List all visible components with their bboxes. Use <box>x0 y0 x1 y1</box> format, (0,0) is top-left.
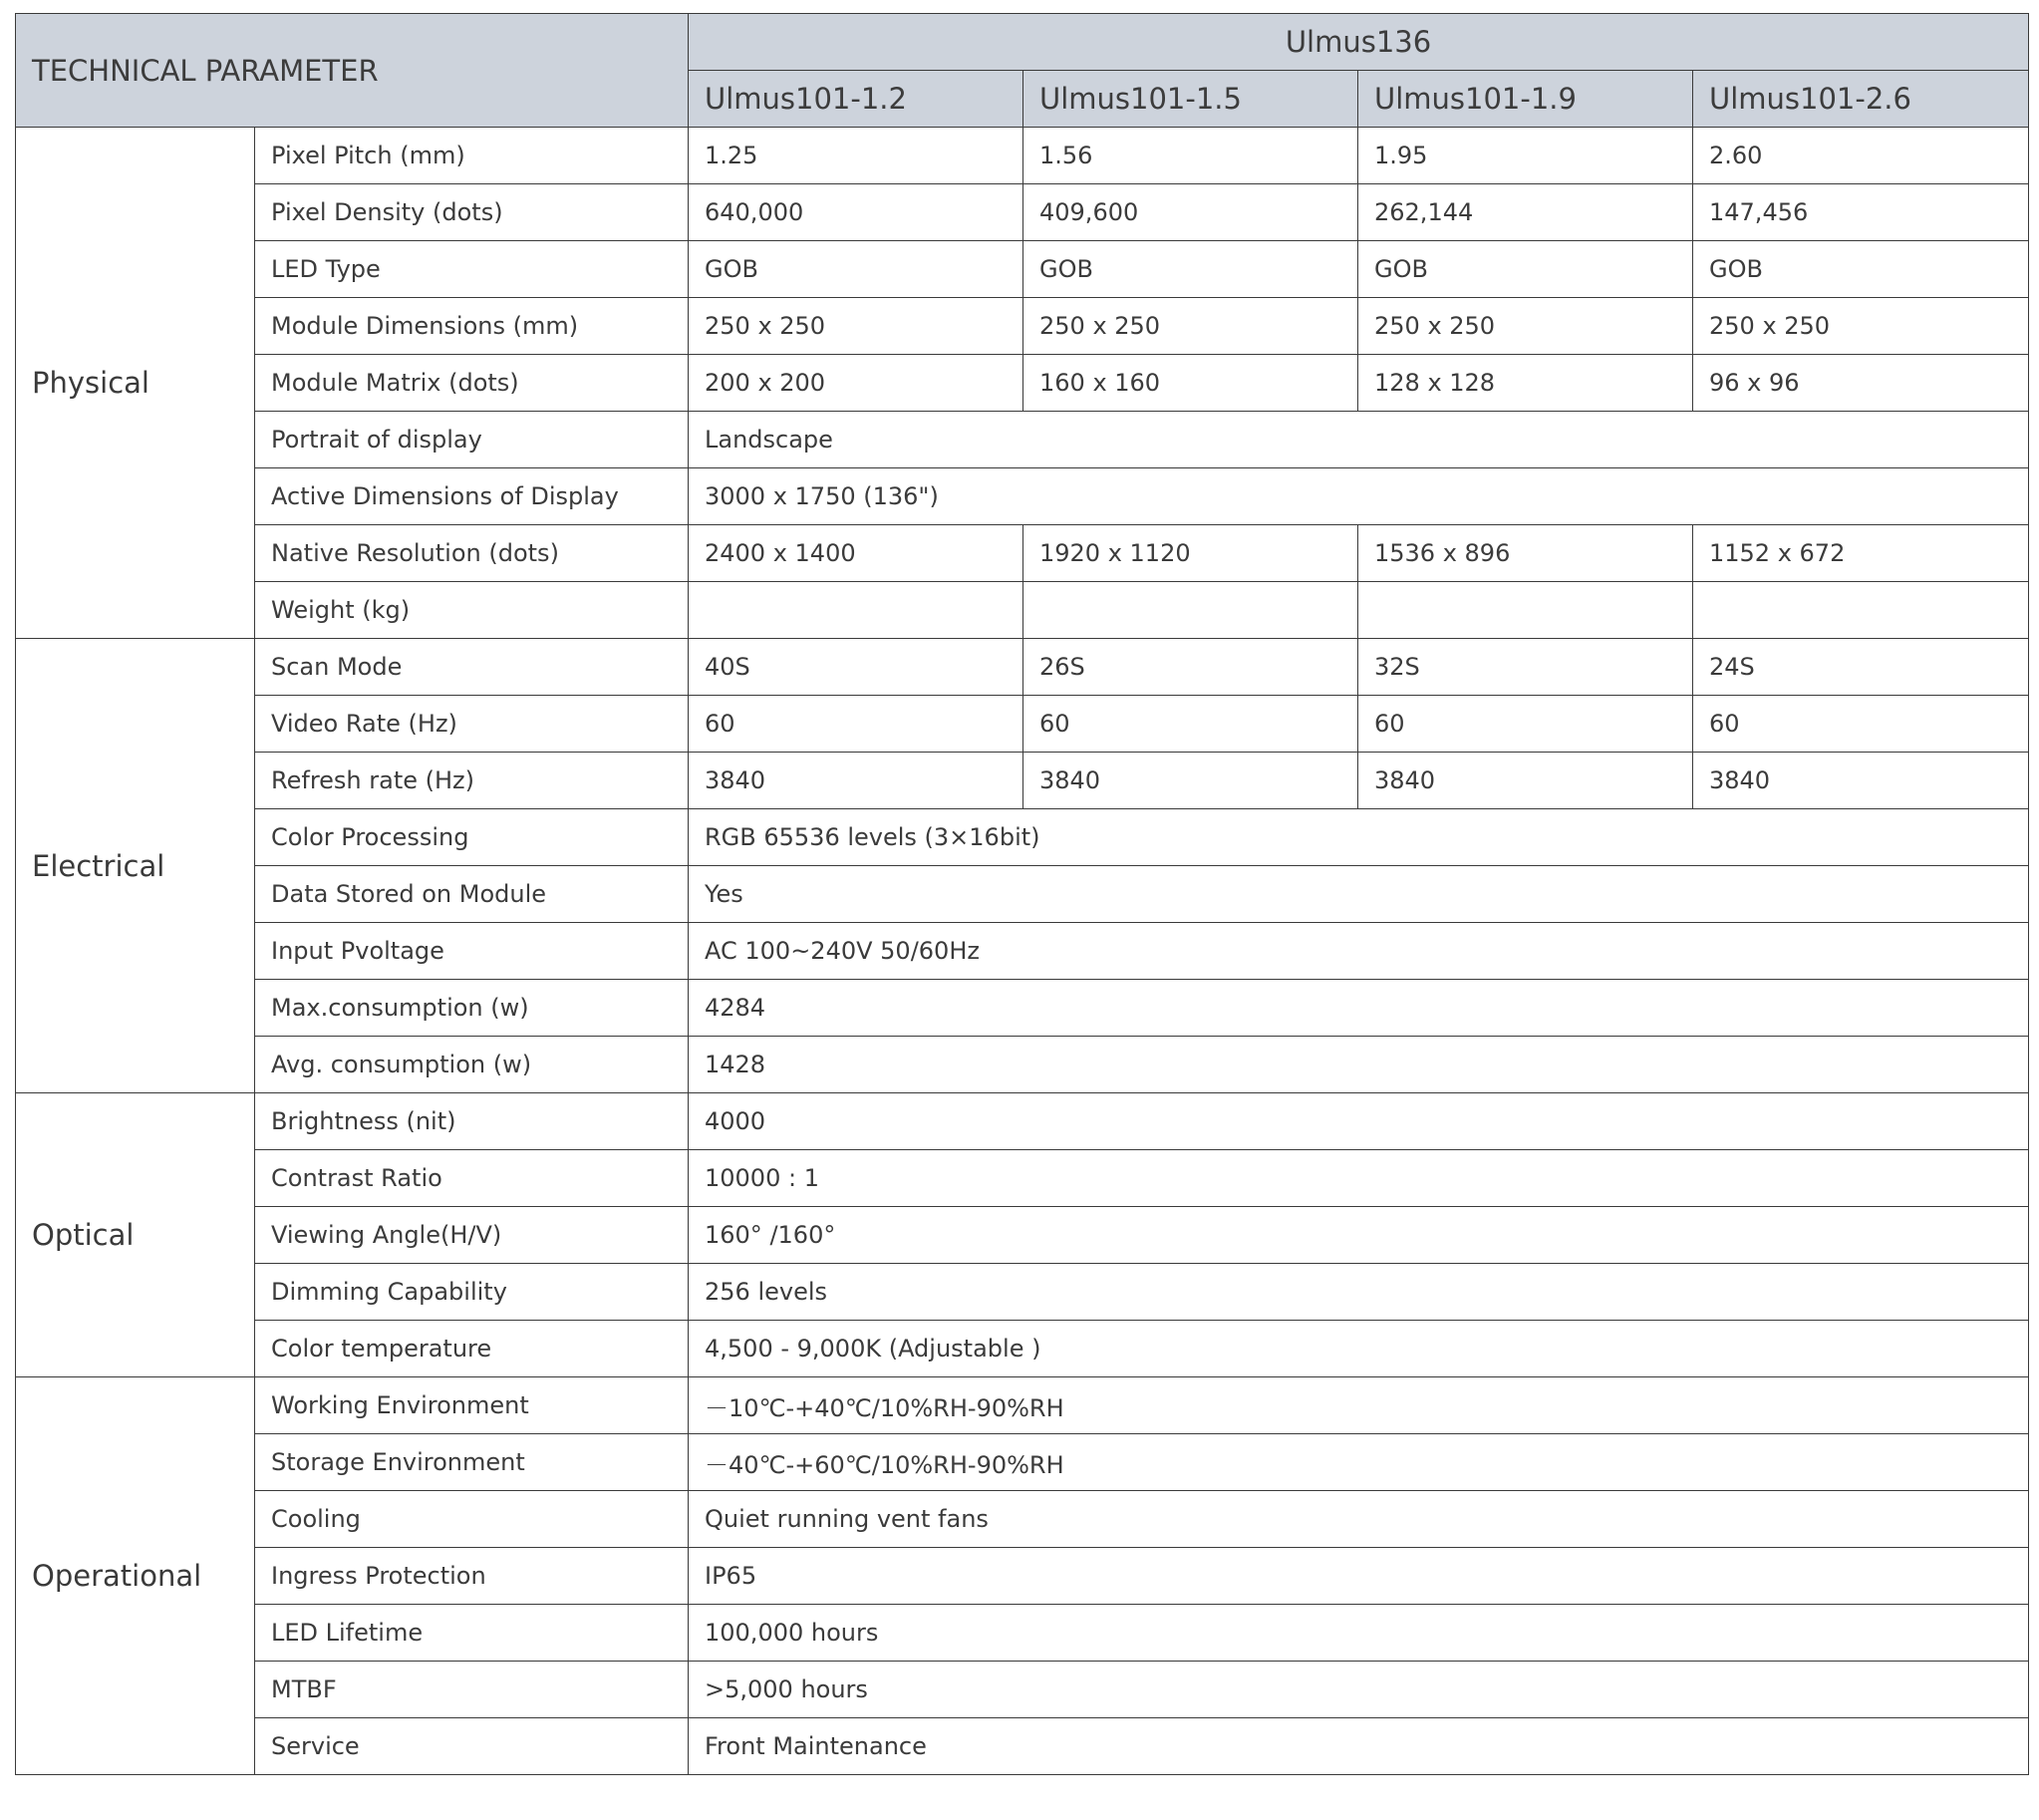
shared-value-cell: RGB 65536 levels (3×16bit) <box>689 809 2029 866</box>
table-row <box>16 980 2029 1037</box>
table-row <box>16 1434 2029 1491</box>
value-cell: 147,456 <box>1693 184 2029 241</box>
parameter-label: Service <box>255 1718 689 1775</box>
table-row <box>16 1037 2029 1093</box>
table-row <box>16 639 2029 696</box>
value-cell: 2.60 <box>1693 128 2029 184</box>
value-cell: 24S <box>1693 639 2029 696</box>
value-cell: 60 <box>1693 696 2029 753</box>
table-row <box>16 1377 2029 1434</box>
value-cell: 96 x 96 <box>1693 355 2029 412</box>
value-cell <box>689 582 1023 639</box>
shared-value-cell: 4000 <box>689 1093 2029 1150</box>
parameter-label: Ingress Protection <box>255 1548 689 1605</box>
shared-value-cell: Yes <box>689 866 2029 923</box>
value-cell: 262,144 <box>1358 184 1693 241</box>
value-cell: 1.56 <box>1023 128 1358 184</box>
parameter-label: Video Rate (Hz) <box>255 696 689 753</box>
category-label: Physical <box>16 128 255 639</box>
model-header: Ulmus101-1.2 <box>689 71 1023 128</box>
parameter-label: Cooling <box>255 1491 689 1548</box>
value-cell: 60 <box>689 696 1023 753</box>
table-row <box>16 809 2029 866</box>
parameter-label: Module Dimensions (mm) <box>255 298 689 355</box>
parameter-label: Data Stored on Module <box>255 866 689 923</box>
value-cell: 128 x 128 <box>1358 355 1693 412</box>
parameter-label: Color Processing <box>255 809 689 866</box>
table-row <box>16 525 2029 582</box>
table-row <box>16 1548 2029 1605</box>
parameter-label: Native Resolution (dots) <box>255 525 689 582</box>
value-cell: GOB <box>1358 241 1693 298</box>
value-cell: 40S <box>689 639 1023 696</box>
value-cell: 1.25 <box>689 128 1023 184</box>
table-row <box>16 1718 2029 1775</box>
value-cell: 60 <box>1023 696 1358 753</box>
shared-value-cell: 4284 <box>689 980 2029 1037</box>
value-cell: 26S <box>1023 639 1358 696</box>
value-cell: 250 x 250 <box>1023 298 1358 355</box>
value-cell: 250 x 250 <box>689 298 1023 355</box>
value-cell: GOB <box>1693 241 2029 298</box>
shared-value-cell: －10℃-+40℃/10%RH-90%RH <box>689 1377 2029 1434</box>
table-row <box>16 241 2029 298</box>
parameter-label: Module Matrix (dots) <box>255 355 689 412</box>
shared-value-cell: 256 levels <box>689 1264 2029 1321</box>
shared-value-cell: 4,500 - 9,000K (Adjustable ) <box>689 1321 2029 1377</box>
table-row <box>16 184 2029 241</box>
table-row <box>16 355 2029 412</box>
shared-value-cell: Front Maintenance <box>689 1718 2029 1775</box>
category-label: Optical <box>16 1093 255 1377</box>
parameter-label: Weight (kg) <box>255 582 689 639</box>
parameter-label: Pixel Density (dots) <box>255 184 689 241</box>
value-cell <box>1023 582 1358 639</box>
parameter-label: Scan Mode <box>255 639 689 696</box>
value-cell: 3840 <box>689 753 1023 809</box>
value-cell: 1152 x 672 <box>1693 525 2029 582</box>
shared-value-cell: Quiet running vent fans <box>689 1491 2029 1548</box>
shared-value-cell: 160° /160° <box>689 1207 2029 1264</box>
value-cell: 3840 <box>1358 753 1693 809</box>
value-cell: 3840 <box>1693 753 2029 809</box>
category-label: Electrical <box>16 639 255 1093</box>
parameter-label: Dimming Capability <box>255 1264 689 1321</box>
shared-value-cell: 3000 x 1750 (136") <box>689 468 2029 525</box>
value-cell: 32S <box>1358 639 1693 696</box>
shared-value-cell: 1428 <box>689 1037 2029 1093</box>
value-cell: 2400 x 1400 <box>689 525 1023 582</box>
value-cell: 409,600 <box>1023 184 1358 241</box>
shared-value-cell: 10000 : 1 <box>689 1150 2029 1207</box>
table-row <box>16 128 2029 184</box>
table-row <box>16 923 2029 980</box>
table-row <box>16 582 2029 639</box>
table-title: TECHNICAL PARAMETER <box>16 14 689 128</box>
table-body <box>16 128 2029 1775</box>
shared-value-cell: AC 100~240V 50/60Hz <box>689 923 2029 980</box>
table-row <box>16 1491 2029 1548</box>
table-row <box>16 298 2029 355</box>
value-cell: 200 x 200 <box>689 355 1023 412</box>
shared-value-cell: Landscape <box>689 412 2029 468</box>
parameter-label: Input Pvoltage <box>255 923 689 980</box>
value-cell <box>1358 582 1693 639</box>
model-header: Ulmus101-2.6 <box>1693 71 2029 128</box>
value-cell: 3840 <box>1023 753 1358 809</box>
shared-value-cell: IP65 <box>689 1548 2029 1605</box>
technical-parameter-table <box>15 13 2029 1775</box>
value-cell: GOB <box>1023 241 1358 298</box>
table-row <box>16 1605 2029 1662</box>
parameter-label: LED Type <box>255 241 689 298</box>
shared-value-cell: 100,000 hours <box>689 1605 2029 1662</box>
model-header: Ulmus101-1.5 <box>1023 71 1358 128</box>
table-row <box>16 1321 2029 1377</box>
value-cell: 250 x 250 <box>1693 298 2029 355</box>
parameter-label: Working Environment <box>255 1377 689 1434</box>
table-row <box>16 696 2029 753</box>
table-row <box>16 1264 2029 1321</box>
parameter-label: Portrait of display <box>255 412 689 468</box>
table-row <box>16 1093 2029 1150</box>
value-cell: 1920 x 1120 <box>1023 525 1358 582</box>
model-header: Ulmus101-1.9 <box>1358 71 1693 128</box>
shared-value-cell: －40℃-+60℃/10%RH-90%RH <box>689 1434 2029 1491</box>
product-group-title: Ulmus136 <box>689 14 2029 71</box>
table-row <box>16 1207 2029 1264</box>
value-cell: 1536 x 896 <box>1358 525 1693 582</box>
parameter-label: Brightness (nit) <box>255 1093 689 1150</box>
value-cell: 640,000 <box>689 184 1023 241</box>
value-cell: GOB <box>689 241 1023 298</box>
parameter-label: Contrast Ratio <box>255 1150 689 1207</box>
table-row <box>16 1662 2029 1718</box>
table-row <box>16 866 2029 923</box>
value-cell: 1.95 <box>1358 128 1693 184</box>
parameter-label: Avg. consumption (w) <box>255 1037 689 1093</box>
value-cell: 160 x 160 <box>1023 355 1358 412</box>
parameter-label: Active Dimensions of Display <box>255 468 689 525</box>
parameter-label: Storage Environment <box>255 1434 689 1491</box>
parameter-label: Color temperature <box>255 1321 689 1377</box>
parameter-label: Viewing Angle(H/V) <box>255 1207 689 1264</box>
parameter-label: Refresh rate (Hz) <box>255 753 689 809</box>
parameter-label: LED Lifetime <box>255 1605 689 1662</box>
category-label: Operational <box>16 1377 255 1775</box>
table-row <box>16 753 2029 809</box>
value-cell <box>1693 582 2029 639</box>
table-row <box>16 468 2029 525</box>
table-row <box>16 1150 2029 1207</box>
parameter-label: MTBF <box>255 1662 689 1718</box>
shared-value-cell: >5,000 hours <box>689 1662 2029 1718</box>
value-cell: 250 x 250 <box>1358 298 1693 355</box>
table-row <box>16 412 2029 468</box>
parameter-label: Pixel Pitch (mm) <box>255 128 689 184</box>
value-cell: 60 <box>1358 696 1693 753</box>
parameter-label: Max.consumption (w) <box>255 980 689 1037</box>
